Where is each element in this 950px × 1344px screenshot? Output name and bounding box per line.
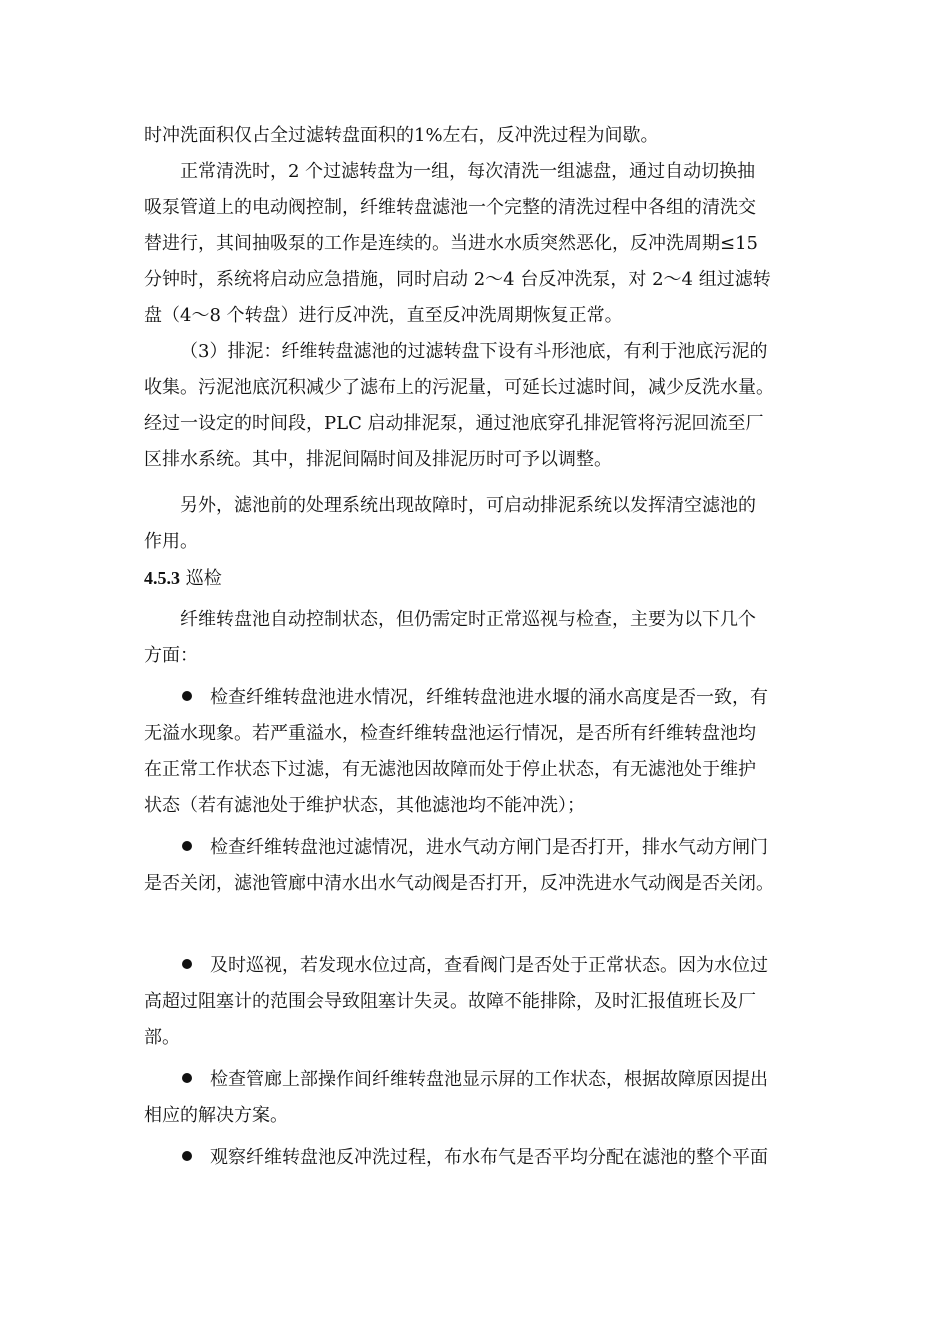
paragraph-line: 是否关闭，滤池管廊中清水出水气动阀是否打开，反冲洗进水气动阀是否关闭。 [144, 873, 774, 894]
bullet-text: 检查管廊上部操作间纤维转盘池显示屏的工作状态，根据故障原因提出 [210, 1069, 768, 1090]
bullet-icon [182, 959, 192, 969]
bullet-icon [182, 1073, 192, 1083]
paragraph-line: 部。 [144, 1027, 180, 1048]
paragraph-line: 时冲洗面积仅占全过滤转盘面积的1%左右，反冲洗过程为间歇。 [144, 125, 659, 146]
paragraph-line: 分钟时，系统将启动应急措施，同时启动 2～4 台反冲洗泵，对 2～4 组过滤转 [144, 269, 771, 290]
bullet-icon [182, 841, 192, 851]
paragraph-line: 替进行，其间抽吸泵的工作是连续的。当进水水质突然恶化，反冲洗周期≤15 [144, 233, 758, 254]
paragraph-line: 无溢水现象。若严重溢水，检查纤维转盘池运行情况，是否所有纤维转盘池均 [144, 723, 756, 744]
bullet-icon [182, 1151, 192, 1161]
paragraph-line: 在正常工作状态下过滤，有无滤池因故障而处于停止状态，有无滤池处于维护 [144, 759, 756, 780]
section-number: 4.5.3 [144, 568, 180, 588]
bullet-item [144, 830, 824, 866]
bullet-item [144, 1140, 824, 1176]
paragraph-line: 吸泵管道上的电动阀控制，纤维转盘滤池一个完整的清洗过程中各组的清洗交 [144, 197, 756, 218]
bullet-text: 观察纤维转盘池反冲洗过程，布水布气是否平均分配在滤池的整个平面 [210, 1147, 768, 1168]
paragraph-line: 另外，滤池前的处理系统出现故障时，可启动排泥系统以发挥清空滤池的 [180, 495, 756, 516]
bullet-icon [182, 691, 192, 701]
paragraph-line: 区排水系统。其中，排泥间隔时间及排泥历时可予以调整。 [144, 449, 612, 470]
bullet-text: 及时巡视，若发现水位过高，查看阀门是否处于正常状态。因为水位过 [210, 955, 768, 976]
paragraph-line: 经过一设定的时间段，PLC 启动排泥泵，通过池底穿孔排泥管将污泥回流至厂 [144, 413, 764, 434]
bullet-item [144, 948, 824, 984]
paragraph-line: 收集。污泥池底沉积减少了滤布上的污泥量，可延长过滤时间，减少反洗水量。 [144, 377, 774, 398]
bullet-text: 检查纤维转盘池过滤情况，进水气动方闸门是否打开，排水气动方闸门 [210, 837, 768, 858]
paragraph-line: 作用。 [144, 531, 198, 552]
paragraph-line: 纤维转盘池自动控制状态，但仍需定时正常巡视与检查，主要为以下几个 [180, 609, 756, 630]
paragraph-line: 高超过阻塞计的范围会导致阻塞计失灵。故障不能排除，及时汇报值班长及厂 [144, 991, 756, 1012]
bullet-text: 检查纤维转盘池进水情况，纤维转盘池进水堰的涌水高度是否一致，有 [210, 687, 768, 708]
section-title: 巡检 [180, 568, 222, 589]
bullet-item [144, 1062, 824, 1098]
paragraph-line: 盘（4～8 个转盘）进行反冲洗，直至反冲洗周期恢复正常。 [144, 305, 623, 326]
section-heading [144, 560, 824, 596]
bullet-item [144, 680, 824, 716]
paragraph-line: 正常清洗时，2 个过滤转盘为一组，每次清洗一组滤盘，通过自动切换抽 [180, 161, 756, 182]
paragraph-line: （3）排泥：纤维转盘滤池的过滤转盘下设有斗形池底，有利于池底污泥的 [180, 341, 768, 362]
document-page [144, 118, 824, 1176]
paragraph-line: 方面： [144, 645, 198, 666]
paragraph-line: 状态（若有滤池处于维护状态，其他滤池均不能冲洗）； [144, 795, 585, 816]
paragraph-line: 相应的解决方案。 [144, 1105, 288, 1126]
